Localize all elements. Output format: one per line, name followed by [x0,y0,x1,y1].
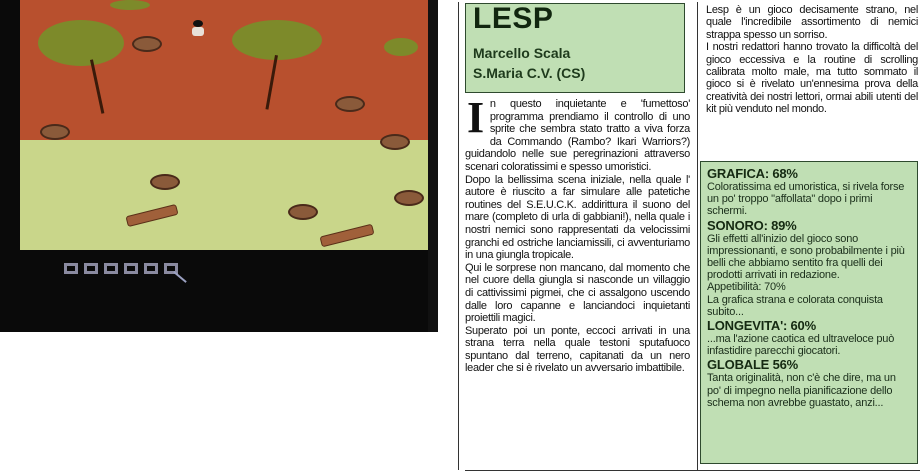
score-globale-text: Tanta originalità, non c'è che dire, ma un po' di impegno nella pianificazione dello schema non avrebbe guastato, anzi... [707,372,896,409]
rock [40,124,70,140]
score-appetibilita-text: La grafica strana e colorata conquista subito... [707,293,883,318]
column-divider [458,2,459,470]
review-paragraph: Lesp è un gioco decisamente strano, nel quale l'incredibile assortimento di nemici strappa spesso un sorriso. [706,4,918,41]
body-paragraph: n questo inquietante e 'fumettoso' programma prendiamo il controllo di uno sprite che sembra stato tratto a viva forza da Commando (Rambo? Ikari Warriors?) guidandolo nelle sue peregrinazioni attraverso scenari coloratissimi e spesso umoristici. [465,98,690,173]
rock [150,174,180,190]
score-longevita-text: ...ma l'azione caotica ed ultraveloce può infastidire parecchi giocatori. [707,333,895,358]
article-title: LESP [473,2,554,35]
tree [110,0,150,10]
score-longevita: LONGEVITA': 60% [707,318,816,334]
game-screenshot [0,0,438,332]
body-paragraph: Qui le sorprese non mancano, dal momento che nel cuore della giungla si nasconde un villaggio di cattivissimi pigmei, che ci assalgono uscendo dalle loro capanne e lanciandoci inquietanti proiettili magici. [465,261,690,325]
lives-indicator [64,263,178,274]
life-icon [84,263,98,274]
tree [232,20,322,60]
rock [394,190,424,206]
score-grafica: GRAFICA: 68% [707,166,798,181]
column-divider [697,2,698,470]
article-author: Marcello Scala [473,45,571,61]
article-body [465,93,690,375]
tree [38,20,124,66]
weapon-icon [173,271,187,283]
bottom-rule [465,470,920,471]
life-icon [64,263,78,274]
drop-cap: I [467,93,484,142]
score-sonoro-text: Gli effetti all'inizio del gioco sono impressionanti, e sono probabilmente i più belli che abbiamo sentito fra quelli dei prodotti arrivati in redazione. [707,232,905,282]
article-location: S.Maria C.V. (CS) [473,65,586,81]
score-appetibilita: Appetibilità: 70% [707,281,786,294]
rock [380,134,410,150]
life-icon [104,263,118,274]
rock [132,36,162,52]
life-icon [124,263,138,274]
score-grafica-text: Coloratissima ed umoristica, si rivela forse un po' troppo "affollata" dopo i primi schermi. [707,181,905,218]
body-paragraph: Superato poi un ponte, eccoci arrivati in una strana terra nella quale testoni sputafuoco spuntano dal terreno, capitanati da un nero leader che si è rivelato un avversario imbattibile. [465,324,690,375]
review-text [706,4,918,116]
review-paragraph: I nostri redattori hanno trovato la difficoltà del gioco eccessiva e la routine di scrolling calibrata molto male, ma tutto sommato il gioco si è rivelato un'ennesima prova della creatività dei nostri lettori, ormai abili utenti del kit più venduto nel mondo. [706,41,918,116]
player-sprite [190,20,206,38]
tree [384,38,418,56]
body-paragraph: Dopo la bellissima scena iniziale, nella quale l' autore è riuscito a far simulare alle patetiche routines del S.E.U.C.K. addirittura il suono del mare (completo di urla di gabbiani!), nella quale i nostri nemici sono rappresentati da velocissimi granchi ed ostriche lanciamissili, ci avventuriamo in una giungla tropicale. [465,173,690,262]
rock [335,96,365,112]
score-sonoro: SONORO: 89% [707,217,797,233]
life-icon [144,263,158,274]
rock [288,204,318,220]
score-box [700,161,918,464]
score-globale: GLOBALE 56% [707,357,798,373]
